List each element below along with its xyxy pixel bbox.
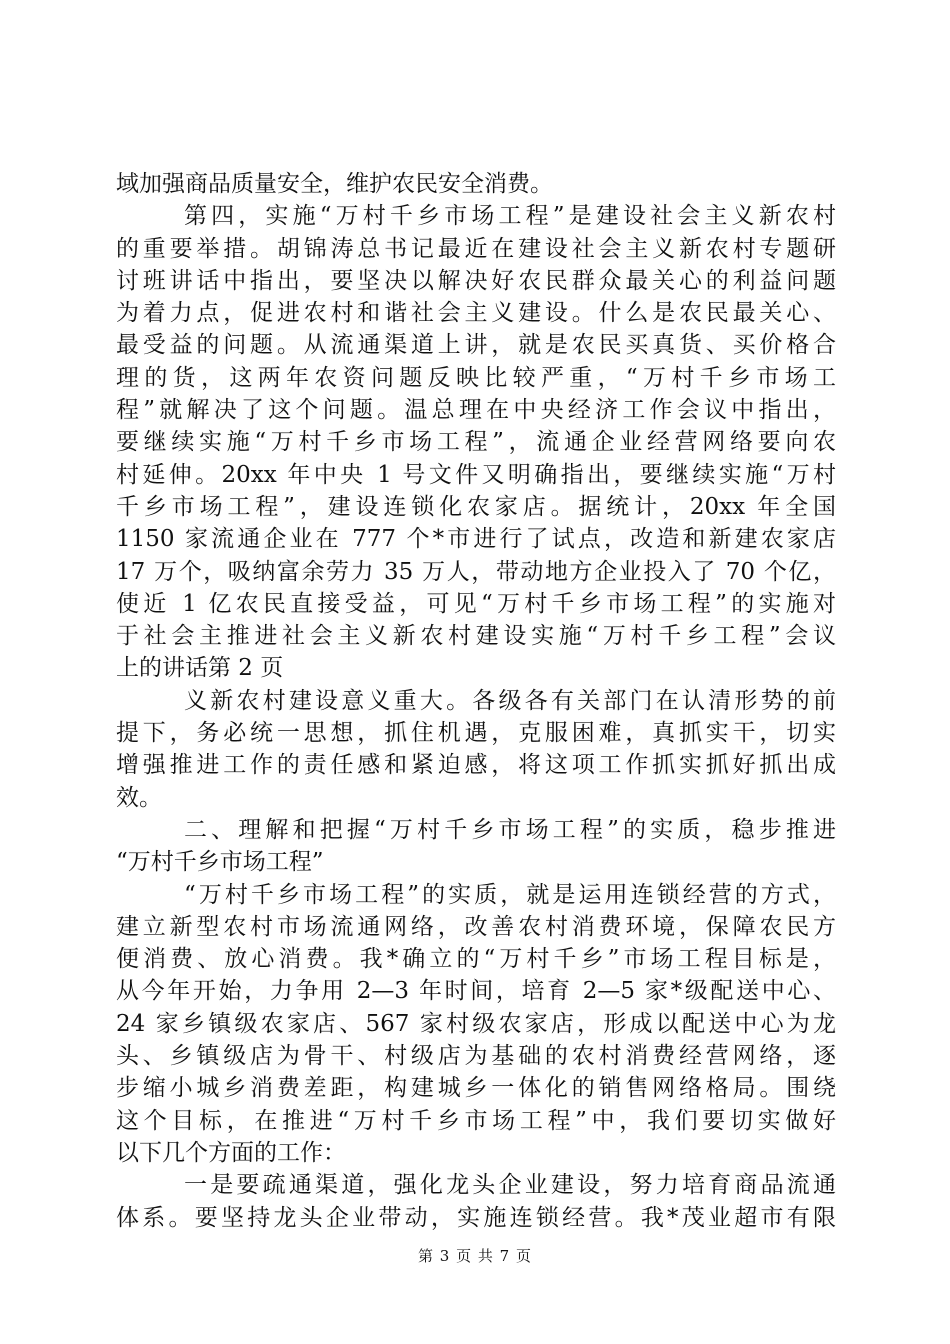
text-line: 讨班讲话中指出，要坚决以解决好农民群众最关心的利益问题	[116, 267, 836, 294]
text-line: 24 家乡镇级农家店、567 家村级农家店，形成以配送中心为龙	[116, 1010, 836, 1037]
text-line: 建立新型农村市场流通网络，改善农村消费环境，保障农民方	[116, 913, 836, 940]
text-line: 理的货，这两年农资问题反映比较严重，“万村千乡市场工	[116, 364, 836, 391]
text-line: 要继续实施“万村千乡市场工程”，流通企业经营网络要向农	[116, 429, 836, 456]
text-line: 程”就解决了这个问题。温总理在中央经济工作会议中指出，	[116, 397, 836, 424]
text-line: 于社会主推进社会主义新农村建设实施“万村千乡工程”会议	[116, 623, 836, 650]
text-line: 步缩小城乡消费差距，构建城乡一体化的销售网络格局。围绕	[116, 1075, 836, 1102]
text-line: 最受益的问题。从流通渠道上讲，就是农民买真货、买价格合	[116, 332, 836, 359]
text-line: 上的讲话第 2 页	[116, 655, 284, 682]
text-line: 17 万个，吸纳富余劳力 35 万人，带动地方企业投入了 70 个亿，	[116, 558, 836, 585]
text-line: 的重要举措。胡锦涛总书记最近在建设社会主义新农村专题研	[116, 235, 836, 262]
text-line: 村延伸。20xx 年中央 1 号文件又明确指出，要继续实施“万村	[116, 461, 836, 488]
text-line: 提下，务必统一思想，抓住机遇，克服困难，真抓实干，切实	[116, 720, 836, 747]
text-line: 使近 1 亿农民直接受益，可见“万村千乡市场工程”的实施对	[116, 590, 836, 617]
text-line: 头、乡镇级店为骨干、村级店为基础的农村消费经营网络，逐	[116, 1043, 836, 1070]
text-line: 便消费、放心消费。我*确立的“万村千乡”市场工程目标是，	[116, 946, 836, 973]
text-line: 1150 家流通企业在 777 个*市进行了试点，改造和新建农家店	[116, 526, 836, 553]
paragraph-first-line: 一是要疏通渠道，强化龙头企业建设，努力培育商品流通	[184, 1172, 836, 1199]
paragraph-first-line: 第四，实施“万村千乡市场工程”是建设社会主义新农村	[184, 203, 836, 230]
text-line: 效。	[116, 784, 162, 811]
paragraph-first-line: “万村千乡市场工程”的实质，就是运用连锁经营的方式，	[184, 881, 836, 908]
section-heading: “万村千乡市场工程”	[116, 849, 324, 876]
text-line: 从今年开始，力争用 2—3 年时间，培育 2—5 家*级配送中心、	[116, 978, 836, 1005]
page-number-footer: 第 3 页 共 7 页	[418, 1247, 532, 1265]
document-body	[116, 168, 836, 1234]
text-line: 以下几个方面的工作：	[116, 1139, 346, 1166]
section-heading: 二、理解和把握“万村千乡市场工程”的实质，稳步推进	[184, 816, 836, 843]
text-line: 千乡市场工程”，建设连锁化农家店。据统计，20xx 年全国	[116, 493, 836, 520]
text-line: 为着力点，促进农村和谐社会主义建设。什么是农民最关心、	[116, 300, 836, 327]
text-line: 域加强商品质量安全，维护农民安全消费。	[116, 171, 553, 197]
paragraph-first-line: 义新农村建设意义重大。各级各有关部门在认清形势的前	[184, 687, 836, 714]
text-line: 这个目标，在推进“万村千乡市场工程”中，我们要切实做好	[116, 1107, 836, 1134]
text-line: 体系。要坚持龙头企业带动，实施连锁经营。我*茂业超市有限	[116, 1204, 836, 1231]
text-line: 增强推进工作的责任感和紧迫感，将这项工作抓实抓好抓出成	[116, 752, 836, 779]
